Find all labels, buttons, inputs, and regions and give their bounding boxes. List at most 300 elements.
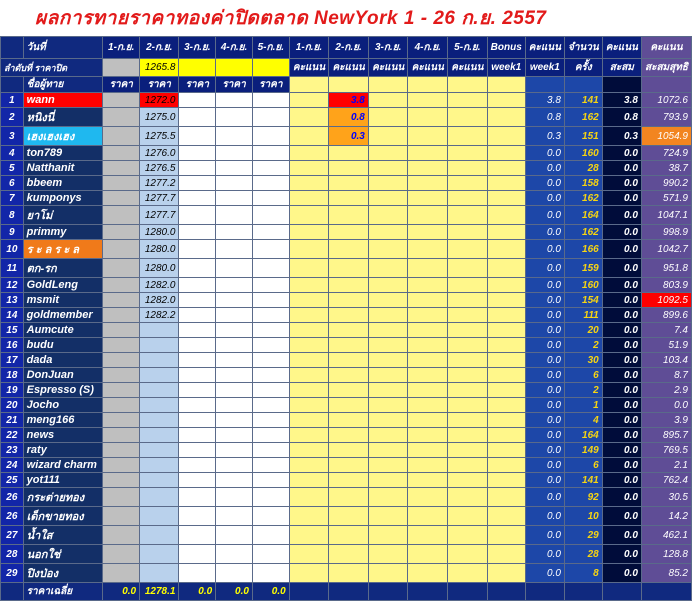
price-cell-2[interactable] [140, 458, 179, 473]
price-cell-1[interactable] [103, 368, 140, 383]
member-name[interactable]: primmy [23, 225, 103, 240]
price-cell-5[interactable] [252, 308, 289, 323]
price-cell-2[interactable]: 1282.0 [140, 278, 179, 293]
price-cell-3[interactable] [179, 146, 216, 161]
week1-cell: 0.8 [525, 108, 564, 127]
price-cell-3[interactable] [179, 458, 216, 473]
price-cell-5[interactable] [252, 93, 289, 108]
price-cell-1[interactable] [103, 323, 140, 338]
member-name[interactable]: ยาโม่ [23, 206, 103, 225]
price-cell-4[interactable] [216, 278, 253, 293]
member-name[interactable]: กระต่ายทอง [23, 488, 103, 507]
table-row [1, 526, 692, 545]
score-cell-4 [408, 545, 448, 564]
score-cell-2 [329, 526, 369, 545]
count-cell: 162 [564, 225, 602, 240]
price-cell-3[interactable] [179, 368, 216, 383]
total-cell: 8.7 [641, 368, 691, 383]
count-cell: 6 [564, 458, 602, 473]
bonus-foot-empty [487, 583, 525, 601]
price-cell-1[interactable] [103, 443, 140, 458]
score-cell-1 [289, 308, 329, 323]
score-cell-4 [408, 259, 448, 278]
score-cell-2 [329, 545, 369, 564]
price-cell-4[interactable] [216, 368, 253, 383]
row-number: 20 [1, 398, 24, 413]
score-cell-5 [448, 108, 488, 127]
price-cell-2[interactable]: 1280.0 [140, 225, 179, 240]
price-cell-4[interactable] [216, 473, 253, 488]
table-row [1, 191, 692, 206]
score-cell-4 [408, 240, 448, 259]
price-cell-3[interactable] [179, 413, 216, 428]
score-cell-5 [448, 398, 488, 413]
price-cell-2[interactable]: 1276.0 [140, 146, 179, 161]
price-cell-3[interactable] [179, 161, 216, 176]
price-cell-2[interactable] [140, 545, 179, 564]
price-cell-2[interactable] [140, 413, 179, 428]
count-cell: 4 [564, 413, 602, 428]
member-name[interactable]: goldmember [23, 308, 103, 323]
price-cell-5[interactable] [252, 398, 289, 413]
price-cell-5[interactable] [252, 323, 289, 338]
member-name[interactable]: Aumcute [23, 323, 103, 338]
table-row [1, 93, 692, 108]
member-name[interactable]: GoldLeng [23, 278, 103, 293]
price-cell-4[interactable] [216, 225, 253, 240]
score-cell-1 [289, 564, 329, 583]
score-cell-3 [368, 240, 408, 259]
price-cell-4[interactable] [216, 323, 253, 338]
price-cell-4[interactable] [216, 428, 253, 443]
score-cell-3 [368, 161, 408, 176]
price-cell-4[interactable] [216, 507, 253, 526]
week1-cell: 0.0 [525, 473, 564, 488]
price-cell-2[interactable]: 1275.5 [140, 127, 179, 146]
count-cell: 8 [564, 564, 602, 583]
total-sub-label: สะสมสุทธิ [641, 59, 691, 77]
price-cell-4[interactable] [216, 146, 253, 161]
price-cell-2[interactable]: 1272.0 [140, 93, 179, 108]
price-cell-5[interactable] [252, 293, 289, 308]
price-cell-2[interactable]: 1280.0 [140, 259, 179, 278]
price-cell-2[interactable]: 1277.7 [140, 191, 179, 206]
price-cell-5[interactable] [252, 458, 289, 473]
price-cell-3[interactable] [179, 308, 216, 323]
score-cell-4 [408, 526, 448, 545]
bonus-cell [487, 323, 525, 338]
price-cell-2[interactable] [140, 473, 179, 488]
price-cell-5[interactable] [252, 564, 289, 583]
row-number: 17 [1, 353, 24, 368]
price-cell-4[interactable] [216, 488, 253, 507]
price-cell-1[interactable] [103, 507, 140, 526]
bonus-cell [487, 146, 525, 161]
bonus-cell [487, 428, 525, 443]
week1-cell: 0.0 [525, 338, 564, 353]
score-empty [448, 77, 488, 93]
bonus-cell [487, 458, 525, 473]
price-cell-2[interactable] [140, 488, 179, 507]
price-cell-4[interactable] [216, 206, 253, 225]
price-cell-5[interactable] [252, 383, 289, 398]
price-cell-2[interactable] [140, 443, 179, 458]
price-cell-2[interactable] [140, 564, 179, 583]
total-cell: 762.4 [641, 473, 691, 488]
member-name[interactable]: Jocho [23, 398, 103, 413]
price-cell-5[interactable] [252, 353, 289, 368]
member-name[interactable]: เฮงเฮงเฮง [23, 127, 103, 146]
date-header: 5-ก.ย. [252, 37, 289, 59]
score-cell-2 [329, 368, 369, 383]
member-name[interactable]: หนิงนี่ [23, 108, 103, 127]
week1-cell: 0.0 [525, 398, 564, 413]
price-cell-5[interactable] [252, 443, 289, 458]
price-cell-1[interactable] [103, 127, 140, 146]
price-cell-3[interactable] [179, 127, 216, 146]
price-cell-1[interactable] [103, 526, 140, 545]
price-cell-2[interactable] [140, 526, 179, 545]
bonus-cell [487, 108, 525, 127]
price-cell-4[interactable] [216, 108, 253, 127]
price-cell-1[interactable] [103, 146, 140, 161]
score-cell-1 [289, 161, 329, 176]
score-cell-5 [448, 293, 488, 308]
price-cell-5[interactable] [252, 473, 289, 488]
price-cell-5[interactable] [252, 278, 289, 293]
price-cell-3[interactable] [179, 545, 216, 564]
price-cell-1[interactable] [103, 176, 140, 191]
price-cell-5[interactable] [252, 108, 289, 127]
row-number: 21 [1, 413, 24, 428]
row-number: 9 [1, 225, 24, 240]
price-cell-5[interactable] [252, 259, 289, 278]
price-cell-3[interactable] [179, 488, 216, 507]
price-cell-3[interactable] [179, 206, 216, 225]
price-cell-4[interactable] [216, 564, 253, 583]
score-cell-1 [289, 278, 329, 293]
score-cell-5 [448, 146, 488, 161]
price-cell-3[interactable] [179, 259, 216, 278]
bonus-cell [487, 398, 525, 413]
week1-cell: 0.0 [525, 368, 564, 383]
score-cell-3 [368, 488, 408, 507]
member-name[interactable]: wann [23, 93, 103, 108]
table-row [1, 507, 692, 526]
price-label: ราคา [179, 77, 216, 93]
price-cell-3[interactable] [179, 353, 216, 368]
price-cell-3[interactable] [179, 383, 216, 398]
member-name[interactable]: นอกใช่ [23, 545, 103, 564]
price-label: ราคา [140, 77, 179, 93]
price-cell-2[interactable]: 1276.5 [140, 161, 179, 176]
bonus-cell [487, 488, 525, 507]
score-cell-1 [289, 473, 329, 488]
price-cell-1[interactable] [103, 428, 140, 443]
score-cell-3 [368, 146, 408, 161]
price-cell-2[interactable]: 1275.0 [140, 108, 179, 127]
score-cell-2 [329, 259, 369, 278]
score-cell-2 [329, 191, 369, 206]
acc-cell: 0.0 [602, 368, 641, 383]
price-cell-1[interactable] [103, 383, 140, 398]
price-cell-1[interactable] [103, 398, 140, 413]
price-cell-1[interactable] [103, 545, 140, 564]
week1-cell: 0.0 [525, 488, 564, 507]
price-cell-3[interactable] [179, 398, 216, 413]
price-cell-4[interactable] [216, 259, 253, 278]
price-cell-1[interactable] [103, 108, 140, 127]
price-cell-2[interactable]: 1282.2 [140, 308, 179, 323]
price-cell-5[interactable] [252, 225, 289, 240]
average-cell: 1278.1 [140, 583, 179, 601]
count-cell: 159 [564, 259, 602, 278]
table-row [1, 443, 692, 458]
price-cell-1[interactable] [103, 458, 140, 473]
price-cell-2[interactable] [140, 323, 179, 338]
score-date-header: 3-ก.ย. [368, 37, 408, 59]
member-name[interactable]: Espresso (S) [23, 383, 103, 398]
price-cell-5[interactable] [252, 488, 289, 507]
price-cell-5[interactable] [252, 176, 289, 191]
price-cell-1[interactable] [103, 161, 140, 176]
score-cell-5 [448, 191, 488, 206]
price-cell-4[interactable] [216, 161, 253, 176]
score-cell-3 [368, 278, 408, 293]
member-name[interactable]: DonJuan [23, 368, 103, 383]
close-price-cell [252, 59, 289, 77]
price-cell-4[interactable] [216, 545, 253, 564]
total-cell: 103.4 [641, 353, 691, 368]
price-cell-5[interactable] [252, 428, 289, 443]
price-cell-1[interactable] [103, 293, 140, 308]
price-cell-5[interactable] [252, 413, 289, 428]
price-cell-1[interactable] [103, 206, 140, 225]
member-name[interactable]: meng166 [23, 413, 103, 428]
price-cell-1[interactable] [103, 413, 140, 428]
price-cell-1[interactable] [103, 225, 140, 240]
bonus-cell [487, 191, 525, 206]
acc-foot-empty [602, 583, 641, 601]
price-cell-4[interactable] [216, 383, 253, 398]
price-cell-3[interactable] [179, 176, 216, 191]
count-cell: 10 [564, 507, 602, 526]
price-cell-2[interactable] [140, 338, 179, 353]
price-cell-3[interactable] [179, 240, 216, 259]
price-cell-5[interactable] [252, 338, 289, 353]
price-cell-5[interactable] [252, 206, 289, 225]
member-name[interactable]: ปิงป่อง [23, 564, 103, 583]
price-cell-4[interactable] [216, 308, 253, 323]
member-name[interactable]: dada [23, 353, 103, 368]
count-cell: 141 [564, 473, 602, 488]
price-cell-3[interactable] [179, 108, 216, 127]
price-cell-3[interactable] [179, 473, 216, 488]
price-cell-4[interactable] [216, 398, 253, 413]
price-cell-5[interactable] [252, 507, 289, 526]
table-row [1, 564, 692, 583]
price-cell-1[interactable] [103, 353, 140, 368]
price-cell-1[interactable] [103, 488, 140, 507]
member-name[interactable]: raty [23, 443, 103, 458]
score-cell-3 [368, 368, 408, 383]
acc-cell: 0.8 [602, 108, 641, 127]
count-cell: 20 [564, 323, 602, 338]
price-cell-1[interactable] [103, 191, 140, 206]
member-name[interactable]: เด็กขายทอง [23, 507, 103, 526]
price-cell-2[interactable]: 1277.2 [140, 176, 179, 191]
week1-cell: 0.0 [525, 240, 564, 259]
price-cell-5[interactable] [252, 368, 289, 383]
price-cell-3[interactable] [179, 323, 216, 338]
price-cell-4[interactable] [216, 176, 253, 191]
row-number: 19 [1, 383, 24, 398]
member-name[interactable]: Natthanit [23, 161, 103, 176]
bonus-header: Bonus [487, 37, 525, 59]
score-cell-1 [289, 146, 329, 161]
acc-cell: 0.3 [602, 127, 641, 146]
price-cell-2[interactable] [140, 507, 179, 526]
score-cell-2 [329, 353, 369, 368]
week1-cell: 0.0 [525, 308, 564, 323]
score-cell-2 [329, 308, 369, 323]
bonus-empty [487, 77, 525, 93]
price-cell-3[interactable] [179, 526, 216, 545]
price-cell-3[interactable] [179, 93, 216, 108]
score-cell-2 [329, 161, 369, 176]
acc-cell: 0.0 [602, 191, 641, 206]
price-cell-1[interactable] [103, 259, 140, 278]
footer-row-average [1, 583, 692, 601]
score-cell-2: 3.8 [329, 93, 369, 108]
member-name[interactable]: kumponys [23, 191, 103, 206]
score-foot-empty [329, 583, 369, 601]
price-cell-1[interactable] [103, 564, 140, 583]
price-cell-3[interactable] [179, 293, 216, 308]
score-cell-5 [448, 473, 488, 488]
member-name[interactable]: wizard charm [23, 458, 103, 473]
price-cell-3[interactable] [179, 428, 216, 443]
member-name[interactable]: msmit [23, 293, 103, 308]
total-cell: 128.8 [641, 545, 691, 564]
price-cell-2[interactable] [140, 398, 179, 413]
score-cell-3 [368, 458, 408, 473]
price-cell-3[interactable] [179, 191, 216, 206]
price-cell-3[interactable] [179, 225, 216, 240]
member-name[interactable]: news [23, 428, 103, 443]
price-cell-4[interactable] [216, 127, 253, 146]
price-cell-5[interactable] [252, 191, 289, 206]
price-cell-3[interactable] [179, 338, 216, 353]
row-number: 27 [1, 526, 24, 545]
total-cell: 7.4 [641, 323, 691, 338]
price-cell-3[interactable] [179, 564, 216, 583]
price-cell-1[interactable] [103, 278, 140, 293]
score-cell-1 [289, 338, 329, 353]
score-cell-5 [448, 488, 488, 507]
score-label: คะแนน [408, 59, 448, 77]
score-cell-3 [368, 443, 408, 458]
price-cell-2[interactable]: 1277.7 [140, 206, 179, 225]
price-cell-4[interactable] [216, 413, 253, 428]
score-cell-3 [368, 176, 408, 191]
price-cell-4[interactable] [216, 191, 253, 206]
acc-cell: 0.0 [602, 413, 641, 428]
member-name[interactable]: ton789 [23, 146, 103, 161]
price-cell-1[interactable] [103, 338, 140, 353]
price-cell-3[interactable] [179, 443, 216, 458]
member-name[interactable]: ร ะ ล ร ะ ล [23, 240, 103, 259]
member-name[interactable]: yot111 [23, 473, 103, 488]
price-cell-4[interactable] [216, 353, 253, 368]
week-empty [525, 77, 564, 93]
total-cell: 803.9 [641, 278, 691, 293]
score-cell-5 [448, 206, 488, 225]
member-name[interactable]: bbeem [23, 176, 103, 191]
price-cell-5[interactable] [252, 127, 289, 146]
member-name[interactable]: น้ำใส [23, 526, 103, 545]
price-cell-2[interactable]: 1280.0 [140, 240, 179, 259]
score-cell-5 [448, 428, 488, 443]
price-cell-1[interactable] [103, 240, 140, 259]
acc-cell: 0.0 [602, 225, 641, 240]
price-cell-1[interactable] [103, 93, 140, 108]
row-number: 29 [1, 564, 24, 583]
price-cell-5[interactable] [252, 161, 289, 176]
acc-sub-label: สะสม [602, 59, 641, 77]
score-cell-1 [289, 526, 329, 545]
price-cell-5[interactable] [252, 146, 289, 161]
score-cell-5 [448, 526, 488, 545]
price-cell-4[interactable] [216, 338, 253, 353]
price-cell-1[interactable] [103, 473, 140, 488]
price-cell-5[interactable] [252, 526, 289, 545]
count-cell: 160 [564, 146, 602, 161]
row-number: 15 [1, 323, 24, 338]
table-row [1, 108, 692, 127]
member-name[interactable]: ตก-รก [23, 259, 103, 278]
price-cell-4[interactable] [216, 240, 253, 259]
count-cell: 2 [564, 338, 602, 353]
price-cell-4[interactable] [216, 443, 253, 458]
score-cell-5 [448, 458, 488, 473]
count-cell: 154 [564, 293, 602, 308]
average-cell: 0.0 [252, 583, 289, 601]
price-cell-3[interactable] [179, 278, 216, 293]
week1-cell: 0.0 [525, 206, 564, 225]
price-cell-4[interactable] [216, 93, 253, 108]
price-cell-5[interactable] [252, 240, 289, 259]
price-cell-4[interactable] [216, 293, 253, 308]
score-foot-empty [289, 583, 329, 601]
price-cell-2[interactable] [140, 428, 179, 443]
price-cell-2[interactable] [140, 368, 179, 383]
price-cell-4[interactable] [216, 526, 253, 545]
score-empty [329, 77, 369, 93]
bonus-cell [487, 206, 525, 225]
price-cell-2[interactable] [140, 353, 179, 368]
bonus-cell [487, 127, 525, 146]
price-cell-5[interactable] [252, 545, 289, 564]
price-cell-2[interactable]: 1282.0 [140, 293, 179, 308]
price-cell-1[interactable] [103, 308, 140, 323]
price-cell-3[interactable] [179, 507, 216, 526]
member-name[interactable]: budu [23, 338, 103, 353]
score-date-header: 4-ก.ย. [408, 37, 448, 59]
price-cell-4[interactable] [216, 458, 253, 473]
close-label: ลำดับที่ ราคาปิด [1, 59, 103, 77]
price-cell-2[interactable] [140, 383, 179, 398]
